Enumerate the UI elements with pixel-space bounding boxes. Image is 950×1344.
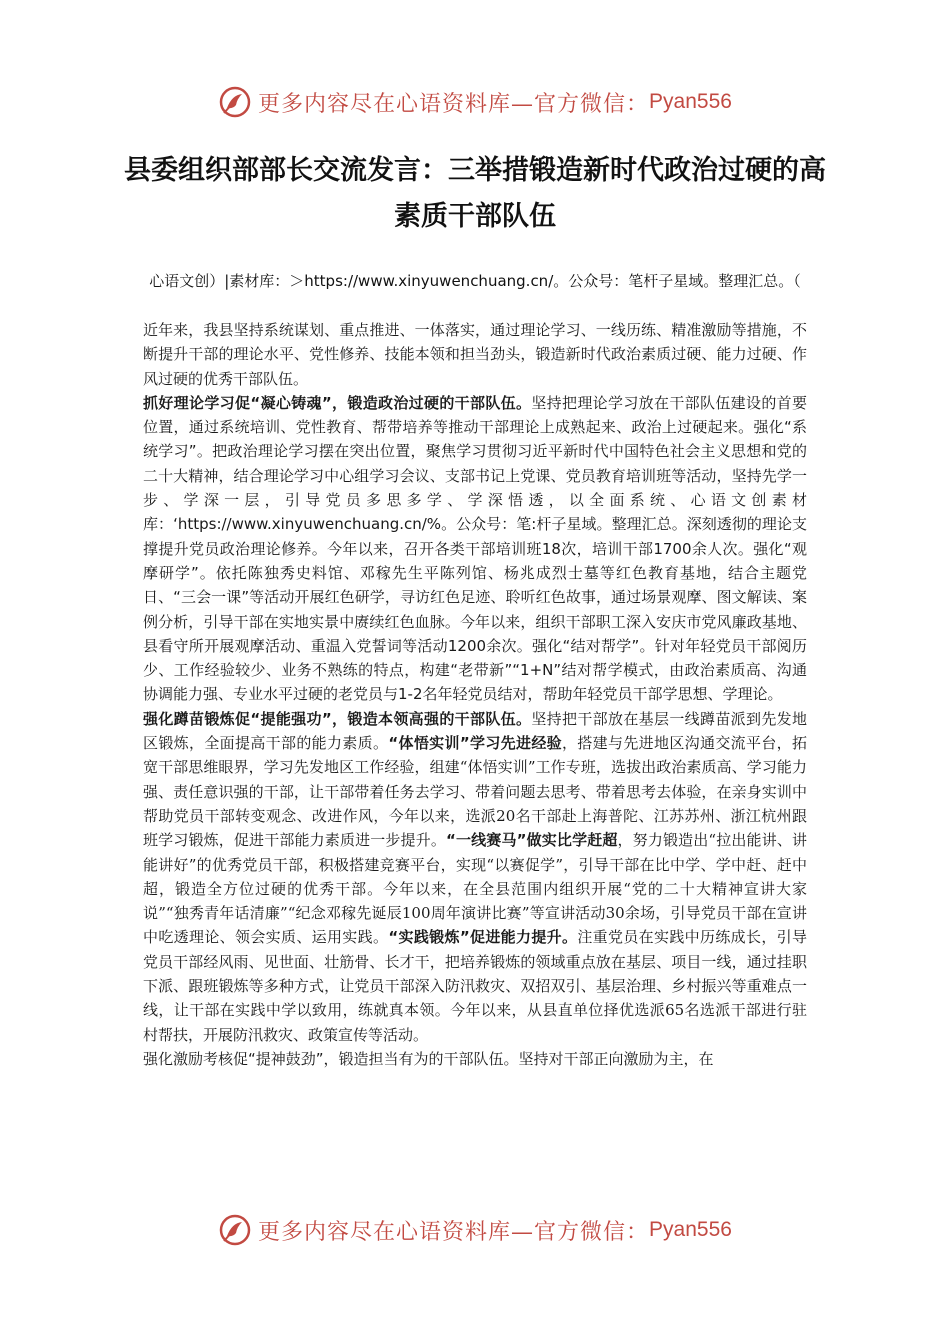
header-banner <box>0 82 950 122</box>
section-2-paragraph <box>143 707 807 1047</box>
section-2-highlight-2: “一线赛马”做实比学赶超 <box>446 831 618 850</box>
source-line: 心语文创）|素材库：＞https://www.xinyuwenchuang.cn/。公众号：笔杆子星域。整理汇总。（ <box>149 272 801 290</box>
footer-banner <box>0 1210 950 1250</box>
section-2-lead: 强化蹲苗锻炼促“提能强功”，锻造本领高强的干部队伍。 <box>143 709 532 728</box>
section-3-paragraph: 强化激励考核促“提神鼓劲”，锻造担当有为的干部队伍。坚持对干部正向激励为主，在 <box>143 1049 714 1068</box>
article-body <box>143 318 807 1071</box>
section-1-paragraph <box>143 391 807 707</box>
intro-paragraph: 近年来，我县坚持系统谋划、重点推进、一体落实，通过理论学习、一线历练、精准激励等措施，不断提升干部的理论水平、党性修养、技能本领和担当劲头，锻造新时代政治素质过硬、能力过硬、作风过硬的优秀干部队伍。 <box>143 321 807 388</box>
section-2-highlight-3: “实践锻炼”促进能力提升。 <box>388 928 578 947</box>
section-2-text-4: 注重党员在实践中历练成长，引导党员干部经风雨、见世面、壮筋骨、长才干，把培养锻炼的领域重点放在基层、项目一线，通过挂职下派、跟班锻炼等多种方式，让党员干部深入防汛救灾、双招双引、基层治理、乡村振兴等重难点一线，让干部在实践中学以致用，练就真本领。今年以来，从县直单位择优选派65名选派干部进行驻村帮扶，开展防汛救灾、政策宣传等活动。 <box>143 928 807 1044</box>
banner-wechat: Pyan556 <box>649 90 732 113</box>
logo-icon <box>218 1213 252 1247</box>
banner-wechat: Pyan556 <box>649 1218 732 1241</box>
section-1-lead: 抓好理论学习促“凝心铸魂”，锻造政治过硬的干部队伍。 <box>143 393 532 412</box>
section-2-text-2: ，搭建与先进地区沟通交流平台，拓宽干部思维眼界，学习先发地区工作经验，组建“体悟实训”工作专班，选拔出政治素质高、学习能力强、责任意识强的干部，让干部带着任务去学习、带着问题去思考、带着思考去体验，在亲身实训中帮助党员干部转变观念、改进作风，今年以来，选派20名干部赴上海普陀、江苏苏州、浙江杭州跟班学习锻炼，促进干部能力素质进一步提升。 <box>143 734 807 850</box>
section-2-text-1: 坚持把干部放在基层一线蹲苗派到先发地区锻炼，全面提高干部的能力素质。 <box>143 709 807 753</box>
banner-text: 更多内容尽在心语资料库—官方微信： <box>258 1219 650 1245</box>
logo-icon <box>218 85 252 119</box>
banner-text: 更多内容尽在心语资料库—官方微信： <box>258 91 650 117</box>
page-title: 县委组织部部长交流发言：三举措锻造新时代政治过硬的高素质干部队伍 <box>124 155 826 232</box>
section-2-highlight-1: “体悟实训”学习先进经验 <box>388 734 563 753</box>
section-2-text-3: ，努力锻造出“拉出能讲、讲能讲好”的优秀党员干部，积极搭建竞赛平台，实现“以赛促学”，引导干部在比中学、学中赶、赶中超，锻造全方位过硬的优秀干部。今年以来，在全县范围内组织开展“党的二十大精神宣讲大家说”“独秀青年话清廉”“纪念邓稼先诞辰100周年演讲比赛”等宣讲活动30余场，引导党员干部在宣讲中吃透理论、领会实质、运用实践。 <box>143 831 807 947</box>
section-1-text: 坚持把理论学习放在干部队伍建设的首要位置，通过系统培训、党性教育、帮带培养等推动干部理论上成熟起来、政治上过硬起来。强化“系统学习”。把政治理论学习摆在突出位置，聚焦学习贯彻习近平新时代中国特色社会主义思想和党的二十大精神，结合理论学习中心组学习会议、支部书记上党课、党员教育培训班等活动，坚持先学一步、学深一层，引导党员多思多学、学深悟透，以全面系统、心语文创素材库：‘https://www.xinyuwenchuang.cn/%。公众号：笔:杆子星域。整理汇总。深刻透彻的理论支撑提升党员政治理论修养。今年以来，召开各类干部培训班18次，培训干部1700余人次。强化“观摩研学”。依托陈独秀史料馆、邓稼先生平陈列馆、杨兆成烈士墓等红色教育基地，结合主题党日、“三会一课”等活动开展红色研学，寻访红色足迹、聆听红色故事，通过场景观摩、图文解读、案例分析，引导干部在实地实景中赓续红色血脉。今年以来，组织干部职工深入安庆市党风廉政基地、县看守所开展观摩活动、重温入党誓词等活动1200余次。强化“结对帮学”。针对年轻党员干部阅历少、工作经验较少、业务不熟练的特点，构建“老带新”“1+N”结对帮学模式，由政治素质高、沟通协调能力强、专业水平过硬的老党员与1-2名年轻党员结对，帮助年轻党员干部学思想、学理论。 <box>143 393 807 704</box>
